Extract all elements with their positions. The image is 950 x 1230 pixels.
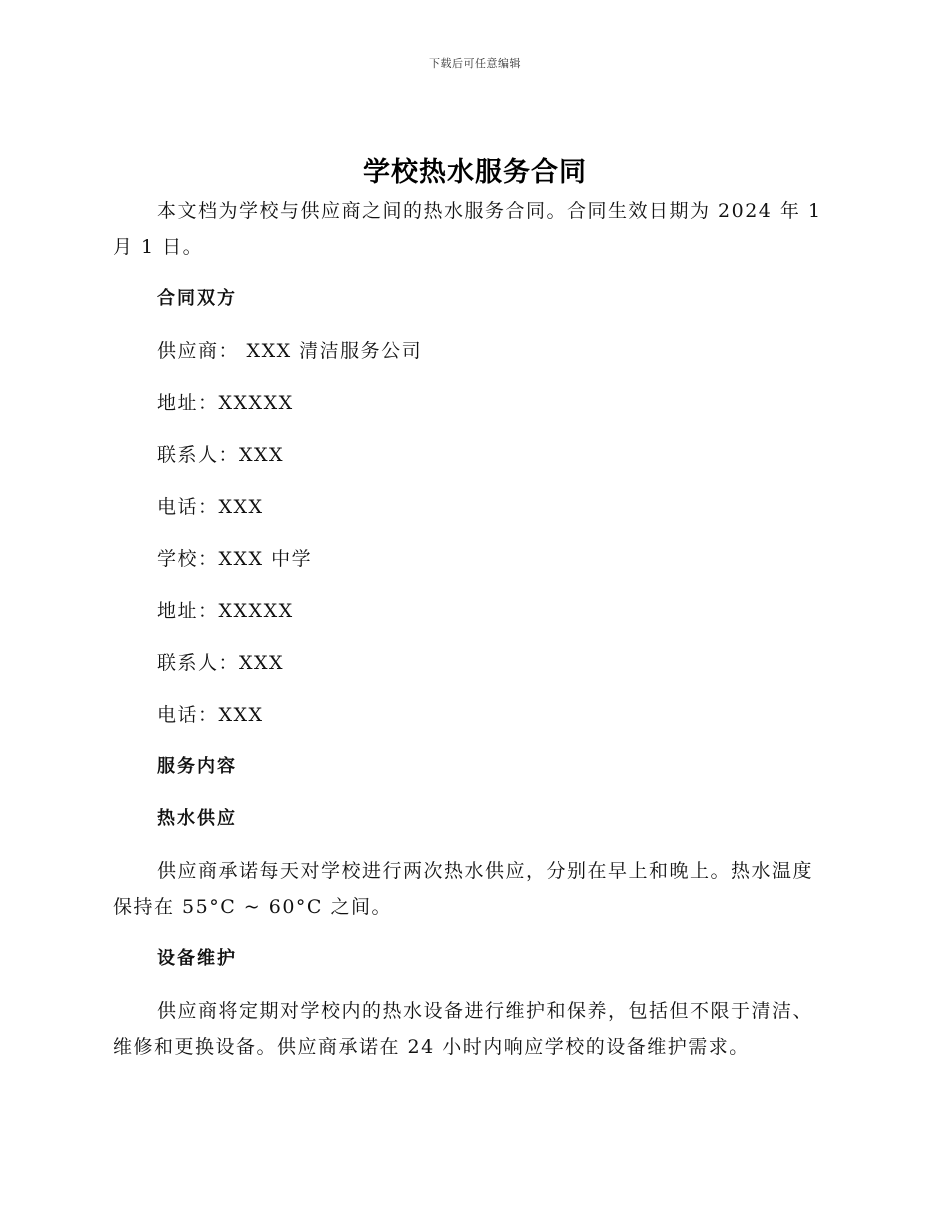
parties-heading: 合同双方 [157,288,237,309]
document-body [113,193,833,1081]
document-title: 学校热水服务合同 [363,157,587,188]
hot-water-heading: 热水供应 [157,808,237,829]
supplier-line: 供应商： XXX 清洁服务公司 [157,340,423,362]
hot-water-paragraph: 供应商承诺每天对学校进行两次热水供应，分别在早上和晚上。热水温度保持在 55°C ~ 60°C 之间。 [113,860,814,918]
school-line: 学校：XXX 中学 [157,548,313,570]
school-contact-line: 联系人：XXX [157,652,285,674]
header-note: 下载后可任意编辑 [429,57,521,70]
maintenance-heading: 设备维护 [157,948,237,969]
services-heading: 服务内容 [157,756,237,777]
intro-paragraph: 本文档为学校与供应商之间的热水服务合同。合同生效日期为 2024 年 1 月 1 日。 [113,200,822,258]
maintenance-paragraph: 供应商将定期对学校内的热水设备进行维护和保养，包括但不限于清洁、维修和更换设备。供应商承诺在 24 小时内响应学校的设备维护需求。 [113,1000,814,1058]
school-address-line: 地址：XXXXX [157,600,294,622]
supplier-contact-line: 联系人：XXX [157,444,285,466]
school-phone-line: 电话：XXX [157,704,264,726]
supplier-address-line: 地址：XXXXX [157,392,294,414]
supplier-phone-line: 电话：XXX [157,496,264,518]
